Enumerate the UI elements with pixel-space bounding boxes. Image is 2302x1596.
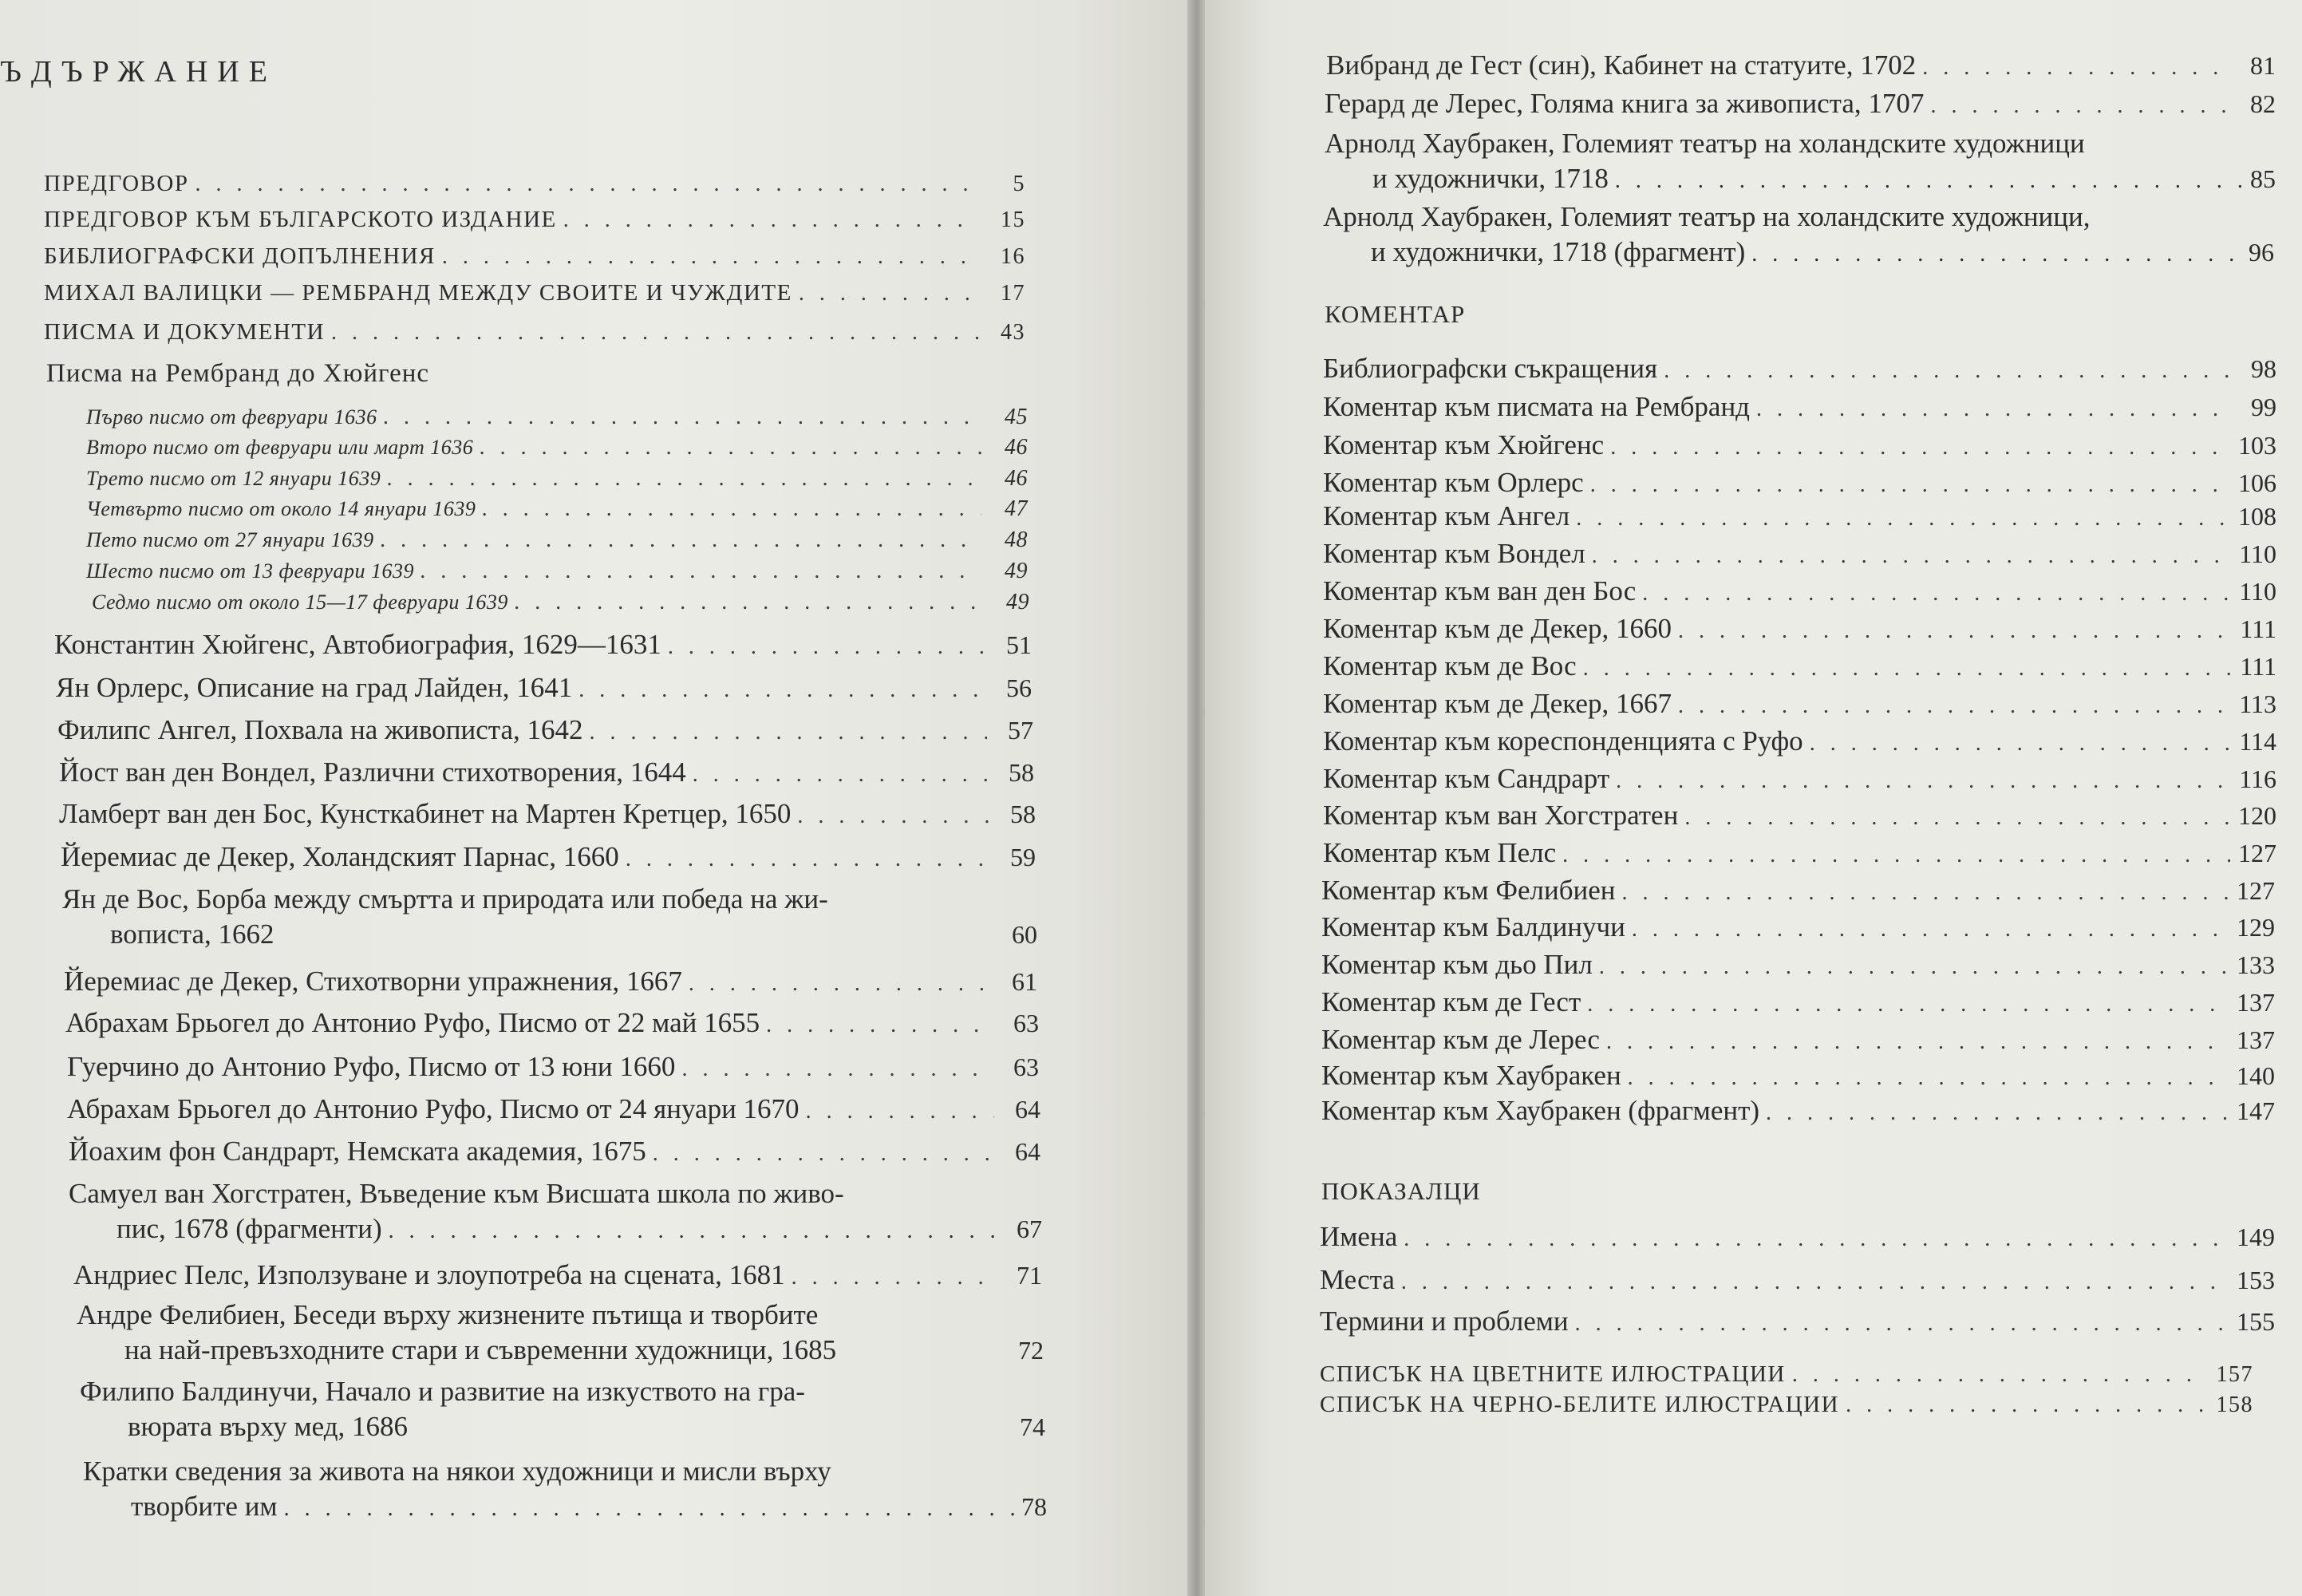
toc-entry[interactable]: Четвърто писмо от около 14 януари 1639 . . . 47 <box>86 493 1028 525</box>
toc-entry[interactable]: Абрахам Брьогел до Антонио Руфо, Писмо от 24 януари 1670 . . . 64 <box>67 1093 1040 1128</box>
page-number: 108 <box>2238 502 2276 531</box>
toc-entry[interactable]: Ламберт ван ден Бос, Кунсткабинет на Мартен Кретцер, 1650 . . . 58 <box>59 798 1036 832</box>
commentary-heading: КОМЕНТАР <box>1325 300 1466 328</box>
toc-entry[interactable]: Коментар към де Лерес . . . 137 <box>1321 1024 2275 1058</box>
page-number: 158 <box>2216 1393 2253 1417</box>
toc-entry[interactable]: Коментар към Вондел . . . 110 <box>1323 538 2276 572</box>
toc-entry[interactable]: Гуерчино до Антонио Руфо, Писмо от 13 юни 1660 . . . 63 <box>67 1051 1039 1085</box>
page-number: 82 <box>2250 89 2276 118</box>
toc-entry[interactable]: Второ писмо от февруари или март 1636 . . . 46 <box>86 432 1028 464</box>
toc-entry[interactable]: Самуел ван Хогстратен, Въведение към Висшата школа по живо- пис, 1678 (фрагменти) . . . 67 <box>69 1176 1042 1249</box>
toc-entry[interactable]: Пето писмо от 27 януари 1639 . . . 48 <box>86 524 1028 556</box>
toc-entry[interactable]: Коментар към Хаубракен (фрагмент) . . . 147 <box>1321 1095 2275 1129</box>
toc-entry[interactable]: Коментар към дьо Пил . . . 133 <box>1321 949 2275 983</box>
page-number: 56 <box>1006 674 1032 702</box>
toc-entry[interactable]: Имена . . . 149 <box>1320 1221 2275 1255</box>
toc-entry[interactable]: Коментар към де Гест . . . 137 <box>1321 986 2275 1021</box>
toc-entry[interactable]: Андре Фелибиен, Беседи върху жизнените пътища и творбите на най-превъзходните стари и съвременни художници, 1685 72 <box>77 1298 1044 1370</box>
page-number: 155 <box>2237 1307 2275 1336</box>
page-number: 72 <box>1018 1336 1044 1365</box>
toc-entry[interactable]: Коментар към де Декер, 1660 . . . 111 <box>1323 613 2276 647</box>
toc-entry[interactable]: Арнолд Хаубракен, Големият театър на холандските художници, и художнички, 1718 (фрагмент) . . . 96 <box>1323 200 2274 272</box>
toc-entry[interactable]: Герард де Лерес, Голяма книга за живописта, 1707 . . . 82 <box>1325 88 2276 122</box>
page-number: 110 <box>2239 577 2276 606</box>
toc-entry[interactable]: Коментар към Хюйгенс . . . 103 <box>1323 429 2276 464</box>
toc-entry[interactable]: Абрахам Брьогел до Антонио Руфо, Писмо от 22 май 1655 . . . 63 <box>65 1007 1039 1041</box>
page-number: 47 <box>1005 496 1028 521</box>
toc-entry[interactable]: Коментар към ван ден Бос . . . 110 <box>1323 575 2276 610</box>
toc-entry[interactable]: Ян де Вос, Борба между смъртта и природата или победа на жи- вописта, 1662 60 <box>62 882 1037 954</box>
page-number: 137 <box>2237 1025 2275 1054</box>
page-number: 110 <box>2239 539 2276 568</box>
toc-entry[interactable]: Филипс Ангел, Похвала на живописта, 1642 . . . 57 <box>57 714 1033 749</box>
toc-entry[interactable]: Арнолд Хаубракен, Големият театър на холандските художници и художнички, 1718 . . . 85 <box>1325 126 2276 199</box>
toc-entry[interactable]: Ян Орлерс, Описание на град Лайден, 1641 . . . 56 <box>56 672 1032 706</box>
page-number: 49 <box>1006 590 1029 614</box>
toc-entry[interactable]: Коментар към Фелибиен . . . 127 <box>1321 875 2275 909</box>
toc-entry[interactable]: Коментар към Ангел . . . 108 <box>1323 500 2276 535</box>
page-number: 113 <box>2239 689 2276 718</box>
page-number: 149 <box>2237 1223 2275 1251</box>
toc-entry[interactable]: Седмо писмо от около 15—17 февруари 1639 . . . 49 <box>92 587 1029 618</box>
page-number: 64 <box>1015 1137 1040 1166</box>
page-number: 96 <box>2249 238 2274 267</box>
page-number: 58 <box>1009 758 1034 787</box>
page-number: 64 <box>1015 1095 1040 1124</box>
page-number: 147 <box>2237 1096 2275 1125</box>
toc-entry[interactable]: Места . . . 153 <box>1320 1264 2275 1298</box>
toc-entry[interactable]: Коментар към писмата на Рембранд . . . 99 <box>1323 391 2276 425</box>
toc-entry[interactable]: ПРЕДГОВОР КЪМ БЪЛГАРСКОТО ИЗДАНИЕ . . . 15 <box>44 203 1025 236</box>
page-number: 133 <box>2237 950 2275 979</box>
page-number: 15 <box>1001 207 1025 232</box>
page-number: 81 <box>2250 51 2276 80</box>
toc-entry[interactable]: Трето писмо от 12 януари 1639 . . . 46 <box>86 463 1028 495</box>
page-number: 103 <box>2238 431 2276 460</box>
toc-entry[interactable]: Йеремиас де Декер, Стихотворни упражнения, 1667 . . . 61 <box>64 966 1037 1000</box>
toc-entry[interactable]: Коментар към ван Хогстратен . . . 120 <box>1323 800 2276 834</box>
toc-entry[interactable]: Библиографски съкращения . . . 98 <box>1323 353 2276 387</box>
page-number: 153 <box>2237 1266 2275 1294</box>
page-number: 43 <box>1001 320 1025 345</box>
toc-entry[interactable]: Коментар към Хаубракен . . . 140 <box>1321 1060 2275 1094</box>
toc-entry[interactable]: Йеремиас де Декер, Холандският Парнас, 1660 . . . 59 <box>61 841 1036 875</box>
page-number: 127 <box>2238 839 2276 867</box>
page-number: 111 <box>2240 652 2276 681</box>
toc-entry[interactable]: Коментар към де Вос . . . 111 <box>1323 650 2276 685</box>
toc-entry[interactable]: ПИСМА И ДОКУМЕНТИ . . . 43 <box>44 316 1025 349</box>
page-number: 111 <box>2240 614 2276 643</box>
toc-entry[interactable]: Коментар към кореспонденцията с Руфо . . . 114 <box>1323 725 2276 760</box>
page-number: 46 <box>1005 435 1028 460</box>
page-number: 46 <box>1005 466 1028 491</box>
toc-entry[interactable]: Кратки сведения за живота на някои художници и мисли върху творбите им . . . 78 <box>83 1454 1047 1527</box>
toc-entry[interactable]: Термини и проблеми . . . 155 <box>1320 1306 2275 1340</box>
right-page <box>1205 0 2302 1596</box>
toc-entry[interactable]: Андриес Пелс, Използуване и злоупотреба на сцената, 1681 . . . 71 <box>73 1259 1042 1294</box>
toc-entry[interactable]: Коментар към Орлерс . . . 106 <box>1323 467 2276 501</box>
page-number: 120 <box>2238 801 2276 830</box>
page-number: 127 <box>2237 876 2275 905</box>
toc-entry[interactable]: Филипо Балдинучи, Начало и развитие на изкуството на гра- вюрата върху мед, 1686 74 <box>80 1374 1045 1447</box>
page-number: 129 <box>2237 913 2275 942</box>
toc-entry[interactable]: Коментар към Балдинучи . . . 129 <box>1321 911 2275 946</box>
book-gutter <box>1187 0 1206 1596</box>
toc-entry[interactable]: Коментар към Пелс . . . 127 <box>1323 837 2276 871</box>
page-number: 59 <box>1010 843 1036 871</box>
page-number: 140 <box>2237 1061 2275 1090</box>
page-number: 137 <box>2237 988 2275 1017</box>
page-number: 71 <box>1017 1261 1042 1290</box>
page-number: 5 <box>1013 172 1025 196</box>
toc-entry[interactable]: МИХАЛ ВАЛИЦКИ — РЕМБРАНД МЕЖДУ СВОИТЕ И ЧУЖДИТЕ . . . 17 <box>44 277 1025 310</box>
page-number: 45 <box>1005 405 1028 429</box>
page-number: 57 <box>1008 716 1033 745</box>
toc-entry[interactable]: Константин Хюйгенс, Автобиография, 1629—1631 . . . 51 <box>54 629 1032 663</box>
page-number: 60 <box>1012 920 1037 949</box>
page-number: 98 <box>2251 354 2276 383</box>
page-number: 85 <box>2250 164 2276 193</box>
toc-entry[interactable]: Първо писмо от февруари 1636 . . . 45 <box>86 401 1028 433</box>
toc-entry[interactable]: Йоахим фон Сандрарт, Немската академия, 1675 . . . 64 <box>69 1136 1040 1170</box>
contents-heading: ЪДЪРЖАНИЕ <box>0 55 277 89</box>
page-number: 48 <box>1005 527 1028 552</box>
page-number: 61 <box>1012 967 1037 996</box>
page-number: 16 <box>1001 244 1025 269</box>
page-number: 78 <box>1021 1492 1047 1521</box>
page-number: 74 <box>1020 1412 1045 1441</box>
page-number: 114 <box>2239 727 2276 756</box>
toc-entry[interactable]: Вибранд де Гест (син), Кабинет на статуите, 1702 . . . 81 <box>1326 49 2276 84</box>
page-number: 63 <box>1013 1053 1039 1081</box>
toc-entry[interactable]: СПИСЪК НА ЧЕРНО-БЕЛИТЕ ИЛЮСТРАЦИИ . . . 158 <box>1320 1389 2253 1421</box>
toc-entry[interactable]: БИБЛИОГРАФСКИ ДОПЪЛНЕНИЯ . . . 16 <box>44 240 1025 273</box>
page-number: 63 <box>1013 1009 1039 1037</box>
page-number: 157 <box>2216 1362 2253 1387</box>
indexes-heading: ПОКАЗАЛЦИ <box>1321 1177 1481 1205</box>
toc-entry[interactable]: Коментар към де Декер, 1667 . . . 113 <box>1323 688 2276 722</box>
toc-entry[interactable]: Коментар към Сандрарт . . . 116 <box>1323 763 2276 797</box>
letters-heading: Писма на Рембранд до Хюйгенс <box>46 359 430 388</box>
toc-entry[interactable]: Шесто писмо от 13 февруари 1639 . . . 49 <box>86 555 1028 587</box>
page-number: 106 <box>2238 468 2276 497</box>
page-number: 51 <box>1006 630 1032 659</box>
toc-entry[interactable]: СПИСЪК НА ЦВЕТНИТЕ ИЛЮСТРАЦИИ . . . 157 <box>1320 1358 2253 1391</box>
toc-entry[interactable]: ПРЕДГОВОР . . . 5 <box>44 168 1025 200</box>
page-number: 17 <box>1001 281 1025 306</box>
page-number: 49 <box>1005 559 1028 583</box>
page-number: 58 <box>1010 800 1036 828</box>
page-number: 99 <box>2251 393 2276 421</box>
toc-entry[interactable]: Йост ван ден Вондел, Различни стихотворения, 1644 . . . 58 <box>59 757 1034 791</box>
page-number: 116 <box>2239 764 2276 793</box>
page-number: 67 <box>1017 1215 1042 1243</box>
